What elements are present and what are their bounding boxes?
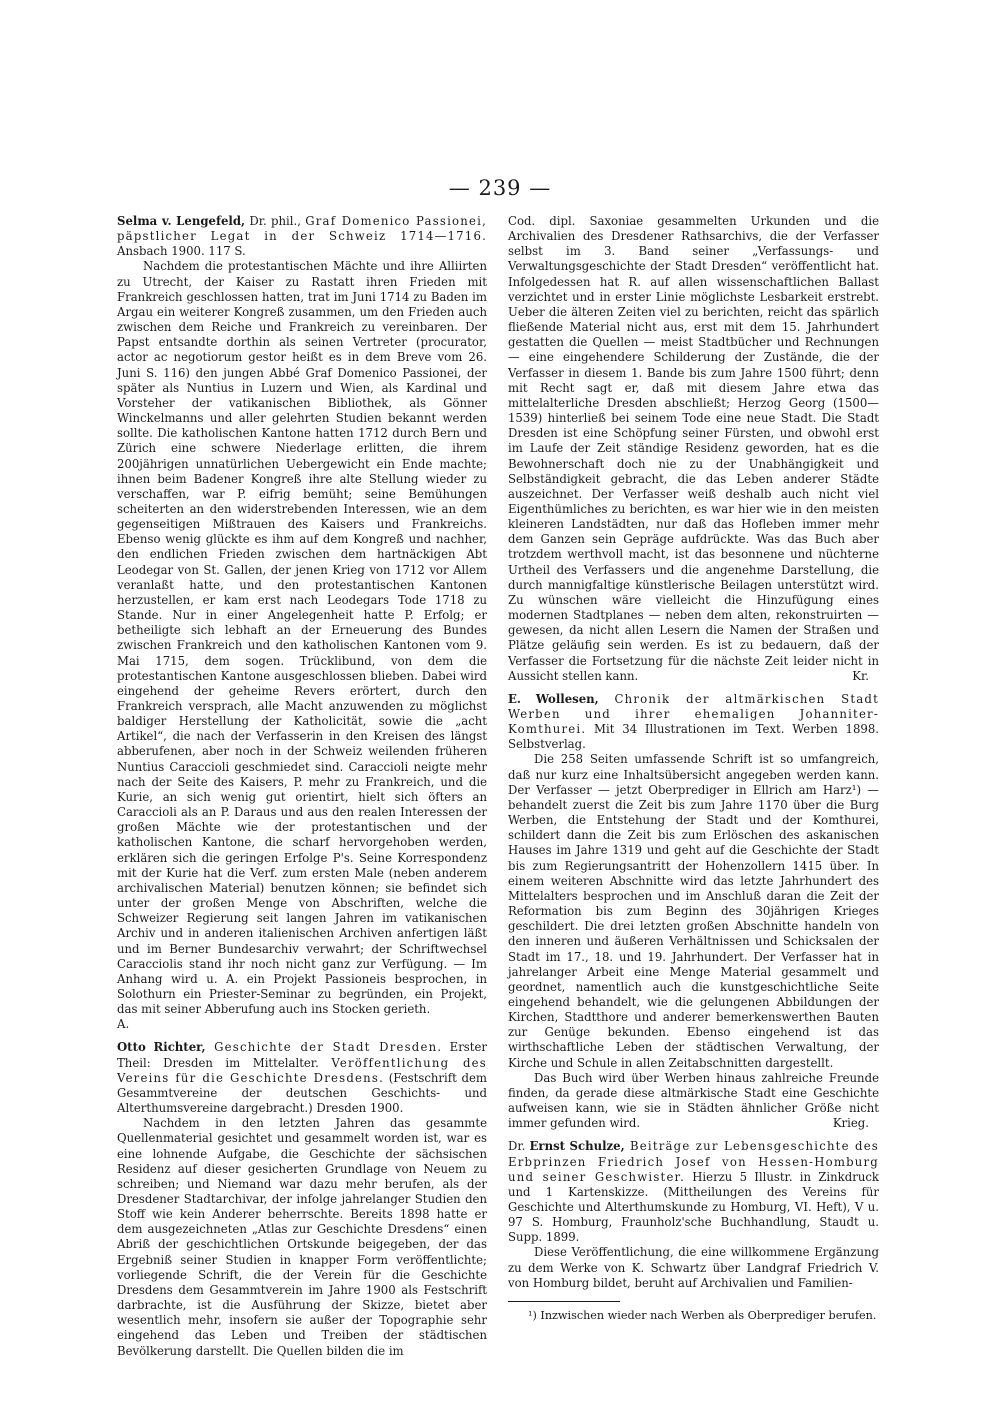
review-body: Die 258 Seiten umfassende Schrift ist so umfangreich, daß nur kurz eine Inhaltsübersicht angegeben werden kann. Der Verfasser — jetzt Oberprediger in Ellrich am Harz¹) — behandelt zuerst die Zeit bis zum Jahre 1170 über die Burg Werben, die Entstehung der Stadt und der Komthurei, schildert dann die Zeit bis zum Erlöschen des askanischen Hauses im Jahre 1319 und geht auf die Geschichte der Stadt bis zum Regierungsantritt der Hohenzollern 1415 über. In einem weiteren Abschnitte wird das letzte Jahrhundert des Mittelalters besprochen und im Anschluß daran die Zeit der Reformation bis zum Beginn des 30jährigen Krieges geschildert. Die drei letzten großen Abschnitte handeln von den inneren und äußeren Verhältnissen und Schicksalen der Stadt im 17., 18. und 19. Jahrhundert. Der Verfasser hat in jahrelanger Arbeit eine Menge Material gesammelt und geordnet, namentlich auch die kunstgeschichtliche Seite eingehend behandelt, wie die gelungenen Abbildungen der Kirchen, Stadtthore und anderer bemerkenswerthen Bauten zur Genüge bekunden. Ebenso eingehend ist das wirthschaftliche Leben der städtischen Verwaltung, der Kirche und Schule in allen Zeitabschnitten dargestellt. bbox=[508, 752, 879, 1070]
review-title: Beiträge zur Lebensgeschichte des Erbprinzen Friedrich Josef von Hessen-Homburg und seiner Geschwister. bbox=[508, 1139, 880, 1184]
review-richter bbox=[117, 1040, 487, 1358]
review-title: Graf Domenico Passionei, päpstlicher Legat in der Schweiz 1714—1716. bbox=[117, 214, 487, 244]
review-body-2 bbox=[508, 1071, 879, 1132]
review-body: Nachdem die protestantischen Mächte und ihre Alliirten zu Utrecht, der Kaiser zu Rastatt ihren Frieden mit Frankreich geschlossen hatten, trat im Juni 1714 zu Baden im Argau ein weiterer Kongreß zusammen, um den Frieden auch zwischen dem Reiche und Frankreich zu vereinbaren. Der Papst entsandte dorthin als seinen Vertreter (procurator, actor ac negotiorum gestor heißt es in dem Breve vom 26. Juni S. 116) den jungen Abbé Graf Domenico Passionei, der später als Nuntius in Luzern und Wien, als Kardinal und Vorsteher der vatikanischen Bibliothek, als Gönner Winckelmanns und aller gelehrten Studien bekannt werden sollte. Die katholischen Kantone hatten 1712 durch Bern und Zürich eine schwere Niederlage erlitten, die ihrem 200jährigen unnatürlichen Uebergewicht ein Ende machte; ihnen beim Badener Kongreß ihre alte Stellung wieder zu verschaffen, war P. eifrig bemüht; seine Bemühungen scheiterten an den widerstrebenden Interessen, wie an dem gegenseitigen Mißtrauen des Kaisers und Frankreichs. Ebenso wenig glückte es ihm auf dem Kongreß und nachher, den endlichen Frieden zwischen dem hartnäckigen Abt Leodegar von St. Gallen, der jenen Krieg von 1712 vor Allem veranlaßt hatte, und den protestantischen Kantonen herzustellen, er kam erst nach Leodegars Tode 1718 zu Stande. Nur in einer Angelegenheit hatte P. Erfolg; er betheiligte sich lebhaft an der Erneuerung des Bundes zwischen Frankreich und den katholischen Kantonen vom 9. Mai 1715, dem sogen. Trücklibund, von dem die protestantischen Kantone ausgeschlossen blieben. Dabei wird eingehend der geheime Revers erörtert, durch den Frankreich versprach, alle Macht anzuwenden zu möglichst baldiger Herstellung der Katholicität, sowie die „acht Artikel“, die nach der Verfasserin in den Kreisen des längst abberufenen, aber noch in der Schweiz weilenden früheren Nuntius Caraccioli geschmiedet sind. Caraccioli neigte mehr nach der Seite des Kaisers, P. mehr zu Frankreich, und die Kurie, an sich wenig gut orientirt, hielt sich öfters an Caraccioli als an P. Daraus und aus den realen Interessen der großen Mächte wie der protestantischen und der katholischen Kantone, die scharf hervorgehoben werden, erklären sich die geringen Erfolge P's. Seine Korrespondenz mit der Kurie hat die Verf. zum ersten Male (neben anderem archivalischen Material) benutzen können; sie befindet sich unter der großen Menge von Abschriften, welche die Schweizer Regierung seit langen Jahren im vatikanischen Archiv und in anderen italienischen Archiven anfertigen läßt und im Berner Bundesarchiv verwahrt; der Schriftwechsel Caracciolis stand ihr noch nicht ganz zur Verfügung. — Im Anhang wird u. A. ein Projekt Passioneis besprochen, in Solothurn ein Priester-Seminar zu begründen, ein Projekt, das mit seiner Abberufung auch ins Stocken gerieth. bbox=[117, 259, 487, 1017]
right-column bbox=[508, 214, 879, 1323]
review-richter-continued bbox=[508, 214, 879, 684]
review-publication: Hierzu 5 Illustr. in Zinkdruck und 1 Kartenskizze. (Mittheilungen des Vereins für Geschichte und Alterthumskunde zu Homburg, VI. Heft), V u. 97 S. Homburg, Fraunholz'sche Buchhandlung, Staudt u. Supp. 1899. bbox=[508, 1169, 879, 1245]
review-body: Diese Veröffentlichung, die eine willkommene Ergänzung zu dem Werke von K. Schwartz über Landgraf Friedrich V. von Homburg bildet, beruht auf Archivalien und Familien- bbox=[508, 1245, 879, 1290]
left-column bbox=[117, 214, 487, 1367]
review-author: Ernst Schulze, bbox=[529, 1139, 625, 1154]
review-series: Veröffentlichung des Vereins für die Geschichte Dresdens. bbox=[117, 1055, 487, 1085]
review-body-continued bbox=[508, 214, 879, 684]
review-author: Selma v. Lengefeld, bbox=[117, 214, 246, 228]
review-title: Chronik der altmärkischen Stadt Werben und ihrer ehemaligen Johanniter-Komthurei. bbox=[508, 691, 879, 737]
review-subtitle: Erster Theil: Dresden im Mittelalter. bbox=[117, 1040, 487, 1070]
review-signature: Kr. bbox=[852, 668, 869, 683]
footnote: ¹) Inzwischen wieder nach Werben als Oberprediger berufen. bbox=[528, 1308, 877, 1322]
review-header bbox=[508, 1139, 879, 1245]
review-header bbox=[117, 214, 487, 259]
review-author: Otto Richter, bbox=[117, 1040, 206, 1055]
review-publication: (Festschrift dem Gesammtvereine der deutschen Geschichts- und Alterthumsvereine dargebracht.) Dresden 1900. bbox=[117, 1070, 487, 1116]
review-wollesen bbox=[508, 692, 879, 1132]
review-body: Nachdem in den letzten Jahren das gesammte Quellenmaterial gesichtet und gesammelt worden ist, war es eine lohnende Aufgabe, die Geschichte der sächsischen Residenz auf dieser gesicherten Grundlage von Neuem zu schreiben; und Niemand war dazu mehr berufen, als der Dresdener Stadtarchivar, der infolge jahrelanger Studien den Stoff wie kein Anderer beherrschte. Bereits 1898 hatte er dem ausgezeichneten „Atlas zur Geschichte Dresdens“ einen Abriß der geschichtlichen Ortskunde beigegeben, der das Ergebniß seiner Studien in knapper Form veröffentlichte; vorliegende Schrift, die der Verein für die Geschichte Dresdens dem Gesammtverein im Jahre 1900 als Festschrift darbrachte, ist die Ausführung der Skizze, bietet aber wesentlich mehr, insofern sie außer der Topographie sehr eingehend das Leben und Treiben der städtischen Bevölkerung darstellt. Die Quellen bilden die im bbox=[117, 1116, 487, 1358]
review-degree: Dr. phil., bbox=[245, 214, 306, 228]
review-signature: A. bbox=[117, 1017, 130, 1032]
review-schulze bbox=[508, 1139, 879, 1291]
review-header bbox=[508, 692, 879, 753]
review-continued-text: Cod. dipl. Saxoniae gesammelten Urkunden und die Archivalien des Dresdener Rathsarchivs, die der Verfasser selbst im 3. Band seiner „Verfassungs- und Verwaltungsgeschichte der Stadt Dresden“ veröffentlicht hat. Infolgedessen hat R. auf allen wissenschaftlichen Ballast verzichtet und in erster Linie möglichste Lesbarkeit erstrebt. Ueber die älteren Zeiten viel zu berichten, reicht das spärlich fließende Material nicht aus, erst mit dem 15. Jahrhundert gestatten die Quellen — meist Stadtbücher und Rechnungen — eine eingehendere Schilderung der Zustände, die der Verfasser in diesem 1. Bande bis zum Jahre 1500 führt; denn mit Recht sagt er, daß mit diesem Jahre etwa das mittelalterliche Dresden abschließt; Herzog Georg (1500—1539) hinterließ bei seinem Tode eine neue Stadt. Die Stadt Dresden ist eine Schöpfung seiner Fürsten, und obwohl erst im Laufe der Zeit ständige Residenz geworden, hat es die Bewohnerschaft doch nie zu der Unabhängigkeit und Selbständigkeit gebracht, die das Leben anderer Städte auszeichnet. Der Verfasser weiß deshalb auch nicht viel Eigenthümliches zu berichten, es war hier wie in den meisten kleineren Landstädten, nur daß das Hofleben immer mehr dem Ganzen sein Gepräge aufdrückte. Was das Buch aber trotzdem werthvoll macht, ist das besonnene und nüchterne Urtheil des Verfassers und die angenehme Darstellung, die durch mannigfaltige künstlerische Beilagen unterstützt wird. Zu wünschen wäre vielleicht die Hinzufügung eines modernen Stadtplanes — neben dem alten, rekonstruirten — gewesen, da nicht allen Lesern die Namen der Straßen und Plätze geläufig sein werden. Es ist zu bedauern, daß der Verfasser die Fortsetzung für die nächste Zeit leider nicht in Aussicht stellen kann. bbox=[508, 214, 879, 683]
review-signature: Krieg. bbox=[832, 1116, 869, 1131]
review-title: Geschichte der Stadt Dresden. bbox=[205, 1040, 443, 1055]
footnote-divider bbox=[508, 1301, 620, 1302]
review-body-2-text: Das Buch wird über Werben hinaus zahlreiche Freunde finden, da gerade diese altmärkische Stadt eine Geschichte aufweisen kann, wie sie in Städten ähnlicher Größe nicht immer gefunden wird. bbox=[508, 1070, 879, 1131]
review-publication: Ansbach 1900. 117 S. bbox=[117, 244, 246, 259]
review-author: E. Wollesen, bbox=[508, 691, 599, 706]
review-lengefeld bbox=[117, 214, 487, 1032]
review-header bbox=[117, 1040, 487, 1116]
page-number: — 239 — bbox=[448, 176, 552, 200]
review-publication: Mit 34 Illustrationen im Text. Werben 1898. Selbstverlag. bbox=[508, 722, 879, 752]
review-author-prefix: Dr. bbox=[508, 1139, 530, 1154]
